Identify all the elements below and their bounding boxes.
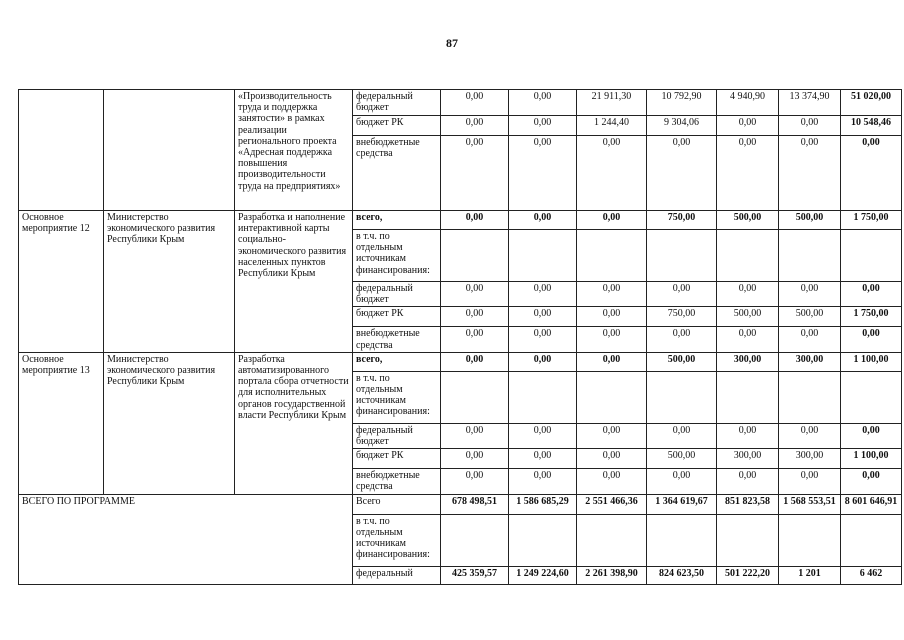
amount-cell: 0,00 — [577, 136, 647, 211]
amount-cell: 0,00 — [509, 423, 577, 448]
amount-cell: 750,00 — [647, 211, 717, 230]
amount-cell: 0,00 — [779, 423, 841, 448]
amount-cell: 300,00 — [717, 449, 779, 469]
amount-cell — [577, 514, 647, 566]
event-number-cell — [19, 90, 104, 211]
amount-cell: 500,00 — [717, 211, 779, 230]
budget-table-body — [19, 90, 902, 585]
event-title-cell: Разработка и наполнение интерактивной карты социально-экономического развития населенных пунктов Республики Крым — [235, 211, 353, 353]
amount-cell: 0,00 — [509, 211, 577, 230]
amount-cell — [577, 371, 647, 423]
amount-cell — [441, 371, 509, 423]
amount-cell: 501 222,20 — [717, 566, 779, 584]
amount-cell: 300,00 — [779, 352, 841, 371]
amount-cell: 0,00 — [841, 469, 902, 494]
amount-cell: 425 359,57 — [441, 566, 509, 584]
amount-cell: 0,00 — [577, 282, 647, 307]
amount-cell: 1 201 — [779, 566, 841, 584]
amount-cell: 1 100,00 — [841, 449, 902, 469]
event-number-cell: Основное мероприятие 13 — [19, 352, 104, 494]
funding-source-label: федеральный бюджет — [353, 90, 441, 116]
amount-cell: 0,00 — [441, 469, 509, 494]
amount-cell: 750,00 — [647, 307, 717, 327]
amount-cell: 0,00 — [717, 469, 779, 494]
amount-cell: 0,00 — [647, 282, 717, 307]
funding-source-label: федеральный — [353, 566, 441, 584]
amount-cell — [509, 514, 577, 566]
amount-cell: 2 261 398,90 — [577, 566, 647, 584]
amount-cell: 0,00 — [779, 136, 841, 211]
table-row — [19, 211, 902, 230]
amount-cell: 0,00 — [441, 307, 509, 327]
amount-cell: 0,00 — [779, 327, 841, 352]
amount-cell — [717, 230, 779, 282]
amount-cell: 10 792,90 — [647, 90, 717, 116]
amount-cell: 300,00 — [717, 352, 779, 371]
event-title-cell: «Производительность труда и поддержка занятости» в рамках реализации регионального проекта «Адресная поддержка повышения производительности труда на предприятиях» — [235, 90, 353, 211]
amount-cell — [647, 371, 717, 423]
funding-source-label: внебюджетные средства — [353, 327, 441, 352]
amount-cell: 0,00 — [509, 136, 577, 211]
funding-source-label: всего, — [353, 352, 441, 371]
amount-cell: 0,00 — [509, 116, 577, 136]
funding-source-label: внебюджетные средства — [353, 136, 441, 211]
amount-cell: 0,00 — [647, 136, 717, 211]
amount-cell: 0,00 — [509, 307, 577, 327]
executor-cell: Министерство экономического развития Республики Крым — [104, 352, 235, 494]
amount-cell: 824 623,50 — [647, 566, 717, 584]
amount-cell: 0,00 — [441, 116, 509, 136]
amount-cell — [841, 514, 902, 566]
funding-source-label: бюджет РК — [353, 449, 441, 469]
amount-cell: 13 374,90 — [779, 90, 841, 116]
executor-cell — [104, 90, 235, 211]
amount-cell: 0,00 — [841, 136, 902, 211]
amount-cell: 0,00 — [841, 282, 902, 307]
amount-cell: 0,00 — [577, 423, 647, 448]
amount-cell: 0,00 — [647, 423, 717, 448]
funding-source-label: в т.ч. по отдельным источникам финансирования: — [353, 371, 441, 423]
amount-cell: 1 100,00 — [841, 352, 902, 371]
amount-cell — [779, 371, 841, 423]
amount-cell: 0,00 — [717, 423, 779, 448]
amount-cell: 0,00 — [509, 282, 577, 307]
amount-cell: 0,00 — [577, 449, 647, 469]
amount-cell: 0,00 — [647, 327, 717, 352]
amount-cell — [647, 514, 717, 566]
table-row — [19, 494, 902, 514]
amount-cell: 0,00 — [577, 211, 647, 230]
amount-cell: 500,00 — [779, 211, 841, 230]
amount-cell: 21 911,30 — [577, 90, 647, 116]
amount-cell: 0,00 — [779, 116, 841, 136]
funding-source-label: в т.ч. по отдельным источникам финансирования: — [353, 230, 441, 282]
page-number: 87 — [446, 36, 458, 50]
amount-cell — [577, 230, 647, 282]
amount-cell: 0,00 — [577, 307, 647, 327]
amount-cell: 0,00 — [509, 352, 577, 371]
amount-cell: 1 568 553,51 — [779, 494, 841, 514]
amount-cell: 0,00 — [779, 282, 841, 307]
amount-cell: 0,00 — [577, 469, 647, 494]
table-row — [19, 352, 902, 371]
amount-cell: 0,00 — [509, 469, 577, 494]
amount-cell: 1 364 619,67 — [647, 494, 717, 514]
amount-cell: 500,00 — [779, 307, 841, 327]
amount-cell — [841, 371, 902, 423]
funding-source-label: бюджет РК — [353, 116, 441, 136]
amount-cell: 0,00 — [509, 90, 577, 116]
amount-cell: 0,00 — [441, 211, 509, 230]
amount-cell — [509, 230, 577, 282]
table-row — [19, 90, 902, 116]
funding-source-label: бюджет РК — [353, 307, 441, 327]
amount-cell: 500,00 — [647, 352, 717, 371]
amount-cell: 0,00 — [841, 423, 902, 448]
amount-cell: 678 498,51 — [441, 494, 509, 514]
amount-cell: 0,00 — [441, 90, 509, 116]
amount-cell: 0,00 — [509, 449, 577, 469]
amount-cell — [717, 371, 779, 423]
amount-cell — [647, 230, 717, 282]
amount-cell: 4 940,90 — [717, 90, 779, 116]
budget-table — [18, 89, 902, 585]
amount-cell: 0,00 — [441, 352, 509, 371]
program-total-label: ВСЕГО ПО ПРОГРАММЕ — [19, 494, 353, 584]
amount-cell: 0,00 — [647, 469, 717, 494]
amount-cell — [441, 230, 509, 282]
funding-source-label: в т.ч. по отдельным источникам финансирования: — [353, 514, 441, 566]
funding-source-label: всего, — [353, 211, 441, 230]
amount-cell: 10 548,46 — [841, 116, 902, 136]
amount-cell: 1 586 685,29 — [509, 494, 577, 514]
amount-cell: 500,00 — [647, 449, 717, 469]
amount-cell: 1 750,00 — [841, 211, 902, 230]
amount-cell: 0,00 — [841, 327, 902, 352]
amount-cell: 0,00 — [717, 136, 779, 211]
executor-cell: Министерство экономического развития Республики Крым — [104, 211, 235, 353]
amount-cell — [441, 514, 509, 566]
amount-cell: 1 249 224,60 — [509, 566, 577, 584]
amount-cell — [717, 514, 779, 566]
amount-cell: 0,00 — [441, 136, 509, 211]
amount-cell: 0,00 — [441, 449, 509, 469]
amount-cell: 0,00 — [717, 327, 779, 352]
amount-cell: 9 304,06 — [647, 116, 717, 136]
event-title-cell: Разработка автоматизированного портала сбора отчетности для исполнительных органов государственной власти Республики Крым — [235, 352, 353, 494]
funding-source-label: федеральный бюджет — [353, 423, 441, 448]
funding-source-label: федеральный бюджет — [353, 282, 441, 307]
event-number-cell: Основное мероприятие 12 — [19, 211, 104, 353]
amount-cell: 0,00 — [717, 116, 779, 136]
amount-cell: 1 244,40 — [577, 116, 647, 136]
amount-cell: 0,00 — [779, 469, 841, 494]
amount-cell: 1 750,00 — [841, 307, 902, 327]
amount-cell: 0,00 — [509, 327, 577, 352]
amount-cell: 500,00 — [717, 307, 779, 327]
amount-cell — [779, 514, 841, 566]
amount-cell: 0,00 — [577, 352, 647, 371]
amount-cell: 2 551 466,36 — [577, 494, 647, 514]
amount-cell: 8 601 646,91 — [841, 494, 902, 514]
amount-cell: 0,00 — [577, 327, 647, 352]
amount-cell — [509, 371, 577, 423]
amount-cell: 851 823,58 — [717, 494, 779, 514]
amount-cell: 0,00 — [441, 282, 509, 307]
amount-cell — [779, 230, 841, 282]
funding-source-label: внебюджетные средства — [353, 469, 441, 494]
amount-cell: 51 020,00 — [841, 90, 902, 116]
amount-cell: 0,00 — [717, 282, 779, 307]
amount-cell — [841, 230, 902, 282]
amount-cell: 0,00 — [441, 423, 509, 448]
amount-cell: 300,00 — [779, 449, 841, 469]
funding-source-label: Всего — [353, 494, 441, 514]
amount-cell: 6 462 — [841, 566, 902, 584]
amount-cell: 0,00 — [441, 327, 509, 352]
